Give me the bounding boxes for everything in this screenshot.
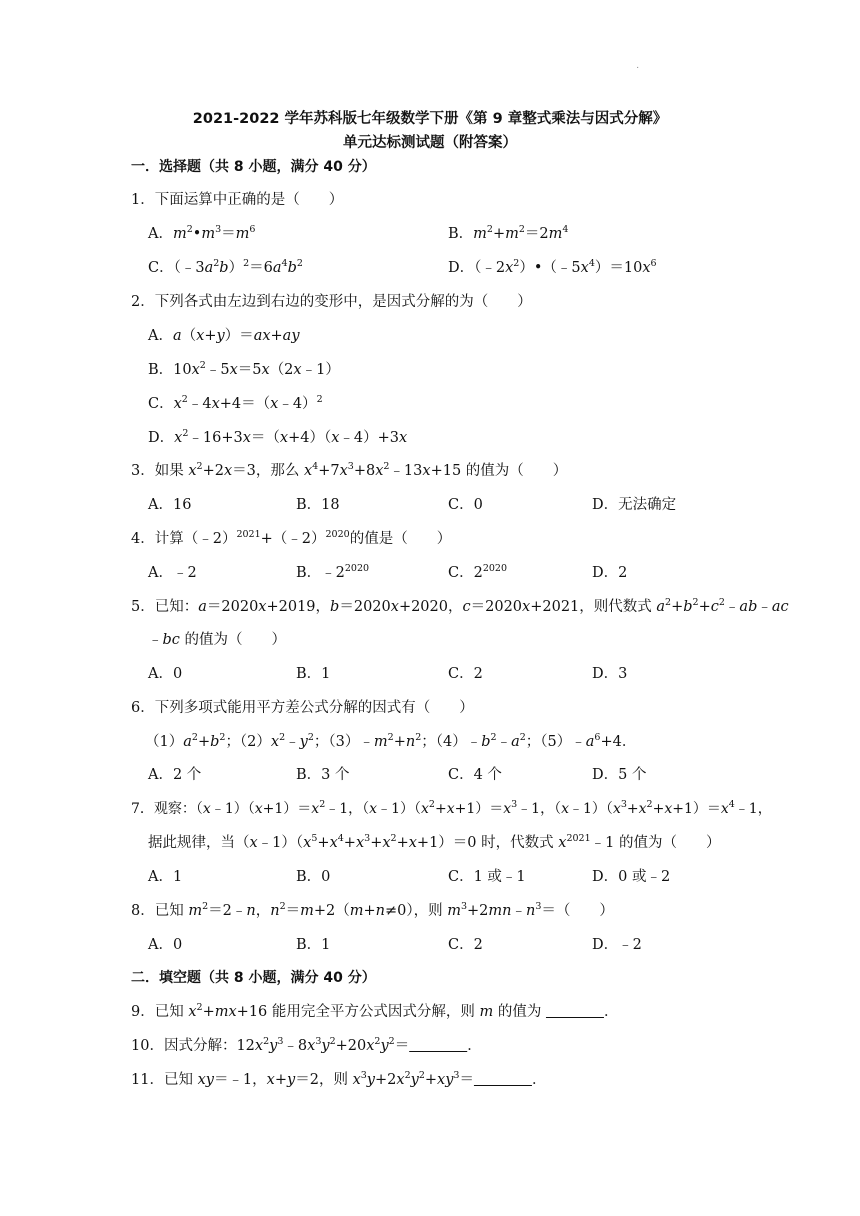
question-1-option-c: C．$(﹣3a^2b)^2=6a^4b^2$ xyxy=(148,258,303,276)
question-5-option-c: C．2 xyxy=(448,666,483,682)
question-2-stem: 2．下列各式由左边到右边的变形中，是因式分解的为（ ） xyxy=(131,294,532,310)
question-2-option-b: B．$10x^2﹣5x=5x(2x﹣1)$ xyxy=(148,360,340,378)
question-1-option-b: B．$m^2+m^2=2m^4$ xyxy=(448,224,569,242)
header-dot: · xyxy=(636,62,640,73)
question-1-option-d: D．$(﹣2x^2)•(﹣5x^4)=10x^6$ xyxy=(448,258,657,276)
question-4-option-a: A．﹣2 xyxy=(148,565,197,581)
question-6-option-c: C．4 个 xyxy=(448,767,502,783)
answer-blank xyxy=(474,1071,532,1089)
question-8-option-c: C．2 xyxy=(448,937,483,953)
question-6-stem: 6．下列多项式能用平方差公式分解的因式有（ ） xyxy=(131,700,474,716)
question-8-option-b: B．1 xyxy=(296,937,331,953)
question-3-option-a: A．16 xyxy=(148,497,192,513)
section-heading-choice: 一．选择题（共 8 小题，满分 40 分） xyxy=(131,159,376,175)
question-2-option-d: D．$x^2﹣16+3x=(x+4)(x﹣4)+3x$ xyxy=(148,428,408,446)
question-7-option-b: B．0 xyxy=(296,869,331,885)
question-6-option-b: B．3 个 xyxy=(296,767,350,783)
question-9-stem: 9．已知 $x^2+mx+16$ 能用完全平方公式因式分解，则 m 的值为 ． xyxy=(131,1002,619,1020)
document-title-line2: 单元达标测试题（附答案） xyxy=(343,135,517,151)
question-6-option-d: D．5 个 xyxy=(592,767,647,783)
question-5-stem-line2: ﹣bc 的值为（ ） xyxy=(148,632,287,648)
question-7-option-c: C．1 或﹣1 xyxy=(448,869,526,885)
question-8-option-a: A．0 xyxy=(148,937,183,953)
question-8-stem: 8．已知 $m^2=2﹣n$，$n^2=m+2(m+n\ne 0)$，则 $m^3+2mn﹣n^3=$（ ） xyxy=(131,901,614,919)
question-8-option-d: D．﹣2 xyxy=(592,937,642,953)
question-7-option-d: D．0 或﹣2 xyxy=(592,869,671,885)
question-3-option-b: B．18 xyxy=(296,497,340,513)
section-heading-fill: 二．填空题（共 8 小题，满分 40 分） xyxy=(131,970,376,986)
question-7-option-a: A．1 xyxy=(148,869,183,885)
question-1-stem: 1．下面运算中正确的是（ ） xyxy=(131,192,344,208)
question-3-option-d: D．无法确定 xyxy=(592,497,677,513)
question-5-option-b: B．1 xyxy=(296,666,331,682)
question-4-option-d: D．2 xyxy=(592,565,628,581)
question-2-option-a: A．a（x+y）＝ax+ay xyxy=(148,328,300,344)
question-1-option-a: A．$m^2•m^3=m^6$ xyxy=(148,224,256,242)
question-5-stem-line1: 5．已知：a＝2020x+2019，b＝2020x+2020，c＝2020x+2021，则代数式 $a^2+b^2+c^2﹣ab﹣ac$ xyxy=(131,597,789,615)
answer-blank xyxy=(546,1003,604,1021)
question-10-stem: 10．因式分解：$12x^2y^3﹣8x^3y^2+20x^2y^2=$ ． xyxy=(131,1036,482,1054)
question-4-stem: 4．计算（﹣2）$^{2021}$+（﹣2）$^{2020}$的值是（ ） xyxy=(131,529,452,547)
question-5-option-a: A．0 xyxy=(148,666,183,682)
question-2-option-c: C．$x^2﹣4x+4=(x﹣4)^2$ xyxy=(148,394,323,412)
question-4-option-b: B．$﹣2^{2020}$ xyxy=(296,563,370,581)
document-title-line1: 2021-2022 学年苏科版七年级数学下册《第 9 章整式乘法与因式分解》 xyxy=(192,111,668,127)
question-7-stem-line2: 据此规律，当$(x﹣1)(x^5+x^4+x^3+x^2+x+1)=0$ 时，代数式 $x^{2021}﹣1$ 的值为（ ） xyxy=(148,833,721,851)
question-5-option-d: D．3 xyxy=(592,666,628,682)
question-4-option-c: C．$2^{2020}$ xyxy=(448,563,508,581)
answer-blank xyxy=(409,1037,467,1055)
question-3-stem: 3．如果 $x^2+2x=3$，那么 $x^4+7x^3+8x^2﹣13x+15$ 的值为（ ） xyxy=(131,461,568,479)
question-3-option-c: C．0 xyxy=(448,497,483,513)
question-6-items: $(1)a^2+b^2$；$(2)x^2﹣y^2$；$(3)﹣m^2+n^2$；$(4)﹣b^2﹣a^2$；$(5)﹣a^6+4$． xyxy=(145,732,637,750)
question-6-option-a: A．2 个 xyxy=(148,767,202,783)
question-7-stem-line1: 7．观察：$(x﹣1)(x+1)=x^2﹣1$，$(x﹣1)(x^2+x+1)=x^3﹣1$，$(x﹣1)(x^3+x^2+x+1)=x^4﹣1$， xyxy=(131,799,772,817)
question-11-stem: 11．已知 xy＝﹣1，x+y＝2，则 $x^3y+2x^2y^2+xy^3=$ ． xyxy=(131,1070,547,1088)
